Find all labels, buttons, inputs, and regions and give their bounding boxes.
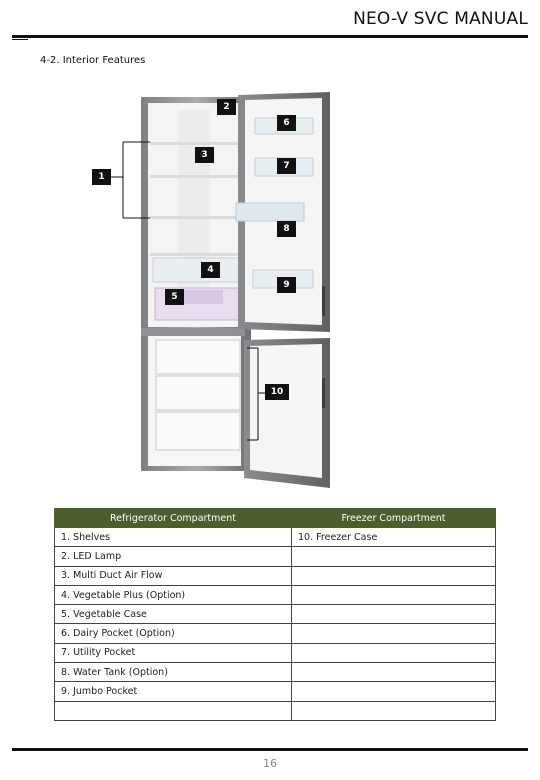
footer-divider [12, 748, 528, 751]
header-freezer-compartment: Freezer Compartment [292, 509, 496, 528]
callout-7: 7 [277, 158, 296, 174]
table-row [55, 682, 496, 701]
callout-1: 1 [92, 169, 111, 185]
section-title: 4-2. Interior Features [40, 55, 146, 66]
callout-5: 5 [165, 289, 184, 305]
table-cell [292, 585, 496, 604]
table-cell [292, 701, 496, 720]
table-row [55, 547, 496, 566]
table-cell: 8. Water Tank (Option) [55, 663, 292, 682]
table-cell: 9. Jumbo Pocket [55, 682, 292, 701]
table-header-row [55, 509, 496, 528]
shelf-2 [150, 175, 240, 178]
table-cell: 3. Multi Duct Air Flow [55, 566, 292, 585]
callout-8: 8 [277, 221, 296, 237]
freezer-case-2 [156, 376, 240, 410]
table-cell [292, 566, 496, 585]
fridge-door-handle [322, 286, 325, 316]
freezer-door-liner [250, 344, 322, 478]
callout-3: 3 [195, 147, 214, 163]
shelf-4 [150, 253, 240, 256]
freezer-case-3 [156, 412, 240, 450]
table-row [55, 566, 496, 585]
freezer-cases [156, 340, 240, 450]
water-tank [236, 203, 304, 221]
table-row [55, 701, 496, 720]
table-cell [55, 701, 292, 720]
callout-6: 6 [277, 115, 296, 131]
table-cell: 10. Freezer Case [292, 528, 496, 547]
table-cell: 4. Vegetable Plus (Option) [55, 585, 292, 604]
table-cell [292, 624, 496, 643]
callout-2: 2 [217, 99, 236, 115]
page-number: 16 [263, 757, 277, 770]
table-row [55, 624, 496, 643]
header-refrigerator-compartment: Refrigerator Compartment [55, 509, 292, 528]
table-cell: 6. Dairy Pocket (Option) [55, 624, 292, 643]
table-cell [292, 643, 496, 662]
table-row [55, 605, 496, 624]
shelf-1 [150, 142, 240, 145]
table-cell [292, 547, 496, 566]
shelf-3 [150, 216, 240, 219]
table-cell: 2. LED Lamp [55, 547, 292, 566]
callout-10: 10 [265, 384, 289, 400]
table-row [55, 643, 496, 662]
table-row [55, 663, 496, 682]
freezer-case-1 [156, 340, 240, 374]
table-cell: 1. Shelves [55, 528, 292, 547]
callout-4: 4 [201, 262, 220, 278]
interior-features-table [54, 508, 496, 721]
freezer-door-handle [322, 378, 325, 408]
manual-title: NEO-V SVC MANUAL [353, 9, 528, 29]
vegetable-plus [153, 258, 239, 282]
compartment-divider [141, 328, 245, 336]
table-row [55, 585, 496, 604]
table-row [55, 528, 496, 547]
table-cell [292, 663, 496, 682]
table-cell: 7. Utility Pocket [55, 643, 292, 662]
table-cell: 5. Vegetable Case [55, 605, 292, 624]
table-cell [292, 605, 496, 624]
table-cell [292, 682, 496, 701]
callout-9: 9 [277, 277, 296, 293]
